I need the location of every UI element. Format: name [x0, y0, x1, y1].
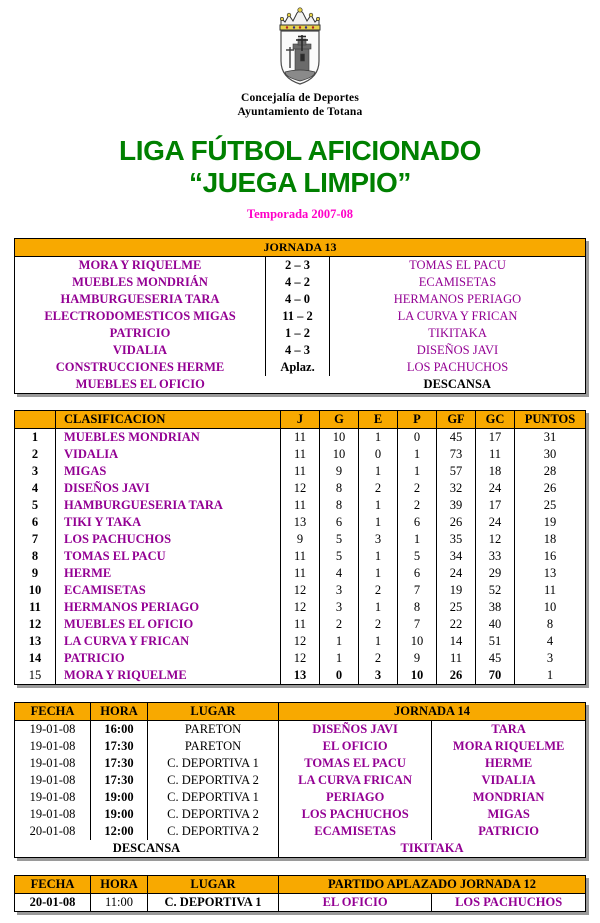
- row-gc: 33: [476, 548, 515, 565]
- row-puntos: 10: [543, 600, 557, 614]
- rest-team: MUEBLES EL OFICIO: [75, 377, 205, 391]
- row-j: 11: [281, 565, 320, 582]
- rest-label: DESCANSA: [423, 377, 491, 391]
- row-p: 1: [398, 463, 437, 480]
- row-puntos: 1: [546, 668, 554, 682]
- fixture-time: 17:30: [91, 772, 148, 789]
- row-j: 13: [281, 667, 320, 684]
- row-team: HERMANOS PERIAGO: [56, 599, 281, 616]
- match-home-team: ELECTRODOMESTICOS MIGAS: [44, 309, 236, 323]
- clasificacion-table: [14, 410, 586, 685]
- fixture-date: 19-01-08: [15, 789, 91, 806]
- row-e: 1: [359, 633, 398, 650]
- jornada-14-fixture-row: [15, 738, 585, 755]
- row-e: 1: [359, 514, 398, 531]
- clasificacion-row: [15, 582, 585, 599]
- match-away-team: DISEÑOS JAVI: [416, 343, 499, 357]
- row-gc: 17: [476, 497, 515, 514]
- col-header-j: J: [281, 411, 320, 429]
- row-p: 2: [398, 497, 437, 514]
- row-gc: 18: [476, 463, 515, 480]
- row-position: 2: [15, 446, 56, 463]
- row-j: 11: [281, 446, 320, 463]
- col-header-gf: GF: [437, 411, 476, 429]
- descansa-team: TIKITAKA: [400, 841, 464, 855]
- page-title-line-1: LIGA FÚTBOL AFICIONADO: [119, 135, 481, 166]
- jornada-14-title: JORNADA 14: [279, 703, 586, 721]
- season-subtitle: Temporada 2007-08: [246, 207, 354, 221]
- partido-aplazado-header-row: [15, 876, 585, 894]
- col-header-lugar: LUGAR: [148, 703, 279, 721]
- col-header-fecha: FECHA: [15, 703, 91, 721]
- row-e: 2: [359, 650, 398, 667]
- row-puntos: 13: [543, 566, 557, 580]
- fixture-venue: C. DEPORTIVA 1: [148, 789, 279, 806]
- aplazado-date: 20-01-08: [15, 894, 91, 912]
- row-gc: 11: [476, 446, 515, 463]
- row-team: MIGAS: [56, 463, 281, 480]
- fixture-home-team: ECAMISETAS: [279, 823, 432, 840]
- row-team: PATRICIO: [56, 650, 281, 667]
- row-gf: 45: [437, 429, 476, 447]
- jornada-14-table: [14, 702, 586, 858]
- row-g: 3: [320, 582, 359, 599]
- clasificacion-row: [15, 480, 585, 497]
- row-g: 9: [320, 463, 359, 480]
- fixture-home-team: TOMAS EL PACU: [279, 755, 432, 772]
- jornada-13-rest-row: [15, 376, 585, 393]
- row-gf: 26: [437, 667, 476, 684]
- row-j: 11: [281, 463, 320, 480]
- jornada-13-results-grid: [15, 257, 585, 393]
- row-g: 1: [320, 650, 359, 667]
- match-score: 11 – 2: [266, 308, 330, 325]
- fixture-date: 19-01-08: [15, 738, 91, 755]
- row-j: 9: [281, 531, 320, 548]
- row-e: 2: [359, 616, 398, 633]
- row-j: 12: [281, 599, 320, 616]
- row-e: 3: [359, 531, 398, 548]
- match-home-team: HAMBURGUESERIA TARA: [60, 292, 220, 306]
- jornada-14-descansa-row: [15, 840, 585, 857]
- row-position: 4: [15, 480, 56, 497]
- jornada-14-fixture-row: [15, 721, 585, 739]
- clasificacion-row: [15, 616, 585, 633]
- row-puntos: 31: [543, 430, 557, 444]
- fixture-venue: C. DEPORTIVA 2: [148, 806, 279, 823]
- partido-aplazado-row: [15, 894, 585, 912]
- row-g: 6: [320, 514, 359, 531]
- crest-container: [0, 0, 600, 91]
- row-g: 1: [320, 633, 359, 650]
- fixture-date: 19-01-08: [15, 721, 91, 739]
- row-e: 1: [359, 497, 398, 514]
- row-puntos: 30: [543, 447, 557, 461]
- row-g: 10: [320, 429, 359, 447]
- jornada-13-match-row: [15, 274, 585, 291]
- row-gc: 24: [476, 514, 515, 531]
- fixture-time: 19:00: [91, 806, 148, 823]
- col-header-fecha-aplazado: FECHA: [15, 876, 91, 894]
- row-g: 3: [320, 599, 359, 616]
- row-gf: 35: [437, 531, 476, 548]
- fixture-away-team: VIDALIA: [481, 773, 536, 787]
- row-e: 2: [359, 480, 398, 497]
- row-gf: 57: [437, 463, 476, 480]
- clasificacion-row: [15, 565, 585, 582]
- match-home-team: MUEBLES MONDRIÁN: [72, 275, 208, 289]
- row-g: 4: [320, 565, 359, 582]
- jornada-13-title: JORNADA 13: [15, 239, 585, 257]
- jornada-14-fixture-row: [15, 806, 585, 823]
- row-p: 9: [398, 650, 437, 667]
- org-line-2: Ayuntamiento de Totana: [237, 106, 363, 118]
- row-gc: 12: [476, 531, 515, 548]
- row-gf: 26: [437, 514, 476, 531]
- partido-aplazado-title: PARTIDO APLAZADO JORNADA 12: [279, 876, 586, 894]
- fixture-home-team: LA CURVA FRICAN: [279, 772, 432, 789]
- row-team: TIKI Y TAKA: [56, 514, 281, 531]
- row-gc: 29: [476, 565, 515, 582]
- clasificacion-row: [15, 514, 585, 531]
- col-header-hora-aplazado: HORA: [91, 876, 148, 894]
- row-gc: 24: [476, 480, 515, 497]
- row-gf: 19: [437, 582, 476, 599]
- row-gf: 22: [437, 616, 476, 633]
- fixture-date: 20-01-08: [15, 823, 91, 840]
- fixture-time: 19:00: [91, 789, 148, 806]
- row-p: 2: [398, 480, 437, 497]
- row-e: 3: [359, 667, 398, 684]
- fixture-date: 19-01-08: [15, 772, 91, 789]
- row-p: 10: [398, 667, 437, 684]
- row-j: 13: [281, 514, 320, 531]
- jornada-14-fixture-row: [15, 789, 585, 806]
- col-header-gc: GC: [476, 411, 515, 429]
- col-header-hora: HORA: [91, 703, 148, 721]
- row-gf: 73: [437, 446, 476, 463]
- col-header-puntos: PUNTOS: [515, 411, 586, 429]
- clasificacion-header-row: [15, 411, 585, 429]
- match-home-team: VIDALIA: [112, 343, 168, 357]
- fixture-venue: C. DEPORTIVA 1: [148, 755, 279, 772]
- row-team: HAMBURGUESERIA TARA: [56, 497, 281, 514]
- jornada-13-match-row: [15, 308, 585, 325]
- row-j: 11: [281, 616, 320, 633]
- fixture-away-team: PATRICIO: [478, 824, 539, 838]
- fixture-venue: C. DEPORTIVA 2: [148, 772, 279, 789]
- fixture-venue: PARETON: [148, 721, 279, 739]
- row-gf: 24: [437, 565, 476, 582]
- fixture-venue: C. DEPORTIVA 2: [148, 823, 279, 840]
- row-j: 12: [281, 633, 320, 650]
- row-gf: 14: [437, 633, 476, 650]
- jornada-14-fixture-row: [15, 823, 585, 840]
- fixture-home-team: LOS PACHUCHOS: [279, 806, 432, 823]
- row-g: 5: [320, 548, 359, 565]
- clasificacion-grid: [15, 411, 585, 684]
- row-gc: 70: [476, 667, 515, 684]
- rest-spacer: [266, 376, 330, 393]
- row-gf: 25: [437, 599, 476, 616]
- jornada-13-match-row: [15, 325, 585, 342]
- row-position: 5: [15, 497, 56, 514]
- row-team: MUEBLES EL OFICIO: [56, 616, 281, 633]
- row-g: 10: [320, 446, 359, 463]
- row-e: 1: [359, 429, 398, 447]
- fixture-time: 17:30: [91, 755, 148, 772]
- clasificacion-row: [15, 497, 585, 514]
- row-puntos: 3: [546, 651, 554, 665]
- jornada-13-match-row: [15, 359, 585, 376]
- match-away-team: ECAMISETAS: [418, 275, 497, 289]
- row-j: 11: [281, 497, 320, 514]
- match-score: 4 – 0: [266, 291, 330, 308]
- fixture-date: 19-01-08: [15, 755, 91, 772]
- row-p: 1: [398, 531, 437, 548]
- row-position: 6: [15, 514, 56, 531]
- match-score: 2 – 3: [266, 257, 330, 274]
- row-position: 10: [15, 582, 56, 599]
- match-home-team: CONSTRUCCIONES HERME: [55, 360, 225, 374]
- row-j: 12: [281, 650, 320, 667]
- match-away-team: LA CURVA Y FRICAN: [397, 309, 518, 323]
- row-e: 0: [359, 446, 398, 463]
- row-j: 11: [281, 429, 320, 447]
- clasificacion-row: [15, 599, 585, 616]
- row-p: 1: [398, 446, 437, 463]
- partido-aplazado-table: [14, 875, 586, 912]
- row-g: 5: [320, 531, 359, 548]
- jornada-13-match-row: [15, 291, 585, 308]
- row-g: 8: [320, 497, 359, 514]
- row-team: VIDALIA: [56, 446, 281, 463]
- coat-of-arms-icon: [271, 6, 329, 91]
- clasificacion-row: [15, 633, 585, 650]
- row-g: 0: [320, 667, 359, 684]
- jornada-14-grid: [15, 703, 585, 857]
- fixture-date: 19-01-08: [15, 806, 91, 823]
- row-gf: 39: [437, 497, 476, 514]
- col-header-position: [15, 411, 56, 429]
- row-p: 7: [398, 616, 437, 633]
- match-score: 4 – 2: [266, 274, 330, 291]
- col-header-clasificacion: CLASIFICACION: [56, 411, 281, 429]
- row-team: LA CURVA Y FRICAN: [56, 633, 281, 650]
- clasificacion-row: [15, 548, 585, 565]
- page-title-line-2: “JUEGA LIMPIO”: [188, 167, 412, 198]
- row-team: MUEBLES MONDRIAN: [56, 429, 281, 447]
- clasificacion-row: [15, 463, 585, 480]
- fixture-time: 12:00: [91, 823, 148, 840]
- clasificacion-row: [15, 446, 585, 463]
- row-p: 0: [398, 429, 437, 447]
- fixture-home-team: DISEÑOS JAVI: [279, 721, 432, 739]
- row-j: 12: [281, 582, 320, 599]
- row-puntos: 18: [543, 532, 557, 546]
- row-e: 2: [359, 582, 398, 599]
- row-gc: 51: [476, 633, 515, 650]
- partido-aplazado-grid: [15, 876, 585, 911]
- row-gf: 32: [437, 480, 476, 497]
- row-gc: 52: [476, 582, 515, 599]
- fixture-time: 17:30: [91, 738, 148, 755]
- row-j: 12: [281, 480, 320, 497]
- row-position: 15: [15, 667, 56, 684]
- row-p: 8: [398, 599, 437, 616]
- fixture-venue: PARETON: [148, 738, 279, 755]
- row-gf: 11: [437, 650, 476, 667]
- fixture-away-team: HERME: [485, 756, 533, 770]
- row-p: 6: [398, 565, 437, 582]
- match-score: Aplaz.: [266, 359, 330, 376]
- row-gc: 45: [476, 650, 515, 667]
- row-position: 7: [15, 531, 56, 548]
- row-puntos: 25: [543, 498, 557, 512]
- page-title: [0, 135, 600, 199]
- org-line-1: Concejalía de Deportes: [240, 92, 360, 104]
- aplazado-time: 11:00: [91, 894, 148, 912]
- row-puntos: 11: [543, 583, 557, 597]
- jornada-13-table: [14, 238, 586, 394]
- col-header-e: E: [359, 411, 398, 429]
- row-puntos: 26: [543, 481, 557, 495]
- fixture-time: 16:00: [91, 721, 148, 739]
- row-position: 9: [15, 565, 56, 582]
- match-away-team: LOS PACHUCHOS: [406, 360, 509, 374]
- row-position: 13: [15, 633, 56, 650]
- row-gc: 40: [476, 616, 515, 633]
- row-team: MORA Y RIQUELME: [56, 667, 281, 684]
- row-position: 14: [15, 650, 56, 667]
- row-p: 10: [398, 633, 437, 650]
- jornada-14-fixture-row: [15, 755, 585, 772]
- row-gf: 34: [437, 548, 476, 565]
- row-gc: 17: [476, 429, 515, 447]
- row-puntos: 28: [543, 464, 557, 478]
- row-puntos: 16: [543, 549, 557, 563]
- clasificacion-row: [15, 667, 585, 684]
- row-team: ECAMISETAS: [56, 582, 281, 599]
- aplazado-home-team: EL OFICIO: [279, 894, 432, 912]
- row-p: 7: [398, 582, 437, 599]
- row-team: HERME: [56, 565, 281, 582]
- row-team: TOMAS EL PACU: [56, 548, 281, 565]
- match-score: 1 – 2: [266, 325, 330, 342]
- row-gc: 38: [476, 599, 515, 616]
- clasificacion-row: [15, 531, 585, 548]
- fixture-home-team: PERIAGO: [279, 789, 432, 806]
- row-g: 2: [320, 616, 359, 633]
- match-home-team: MORA Y RIQUELME: [78, 258, 202, 272]
- col-header-g: G: [320, 411, 359, 429]
- row-position: 3: [15, 463, 56, 480]
- row-puntos: 4: [546, 634, 554, 648]
- match-away-team: TIKITAKA: [428, 326, 487, 340]
- jornada-14-header-row: [15, 703, 585, 721]
- clasificacion-row: [15, 429, 585, 447]
- jornada-13-match-row: [15, 257, 585, 274]
- row-puntos: 19: [543, 515, 557, 529]
- row-e: 1: [359, 463, 398, 480]
- match-score: 4 – 3: [266, 342, 330, 359]
- match-home-team: PATRICIO: [109, 326, 171, 340]
- row-e: 1: [359, 599, 398, 616]
- match-away-team: TOMAS EL PACU: [409, 258, 506, 272]
- fixture-away-team: MIGAS: [487, 807, 530, 821]
- jornada-14-fixture-row: [15, 772, 585, 789]
- row-e: 1: [359, 548, 398, 565]
- fixture-away-team: TARA: [491, 722, 526, 736]
- clasificacion-row: [15, 650, 585, 667]
- row-j: 11: [281, 548, 320, 565]
- row-team: LOS PACHUCHOS: [56, 531, 281, 548]
- descansa-label: DESCANSA: [15, 840, 279, 857]
- row-position: 11: [15, 599, 56, 616]
- row-position: 1: [15, 429, 56, 447]
- match-away-team: HERMANOS PERIAGO: [393, 292, 522, 306]
- row-position: 12: [15, 616, 56, 633]
- row-p: 6: [398, 514, 437, 531]
- row-puntos: 8: [546, 617, 554, 631]
- row-position: 8: [15, 548, 56, 565]
- row-g: 8: [320, 480, 359, 497]
- fixture-away-team: MONDRIAN: [472, 790, 545, 804]
- row-p: 5: [398, 548, 437, 565]
- jornada-13-match-row: [15, 342, 585, 359]
- aplazado-venue: C. DEPORTIVA 1: [148, 894, 279, 912]
- row-e: 1: [359, 565, 398, 582]
- col-header-lugar-aplazado: LUGAR: [148, 876, 279, 894]
- aplazado-away-team: LOS PACHUCHOS: [455, 895, 563, 909]
- row-team: DISEÑOS JAVI: [56, 480, 281, 497]
- fixture-away-team: MORA RIQUELME: [452, 739, 565, 753]
- fixture-home-team: EL OFICIO: [279, 738, 432, 755]
- col-header-p: P: [398, 411, 437, 429]
